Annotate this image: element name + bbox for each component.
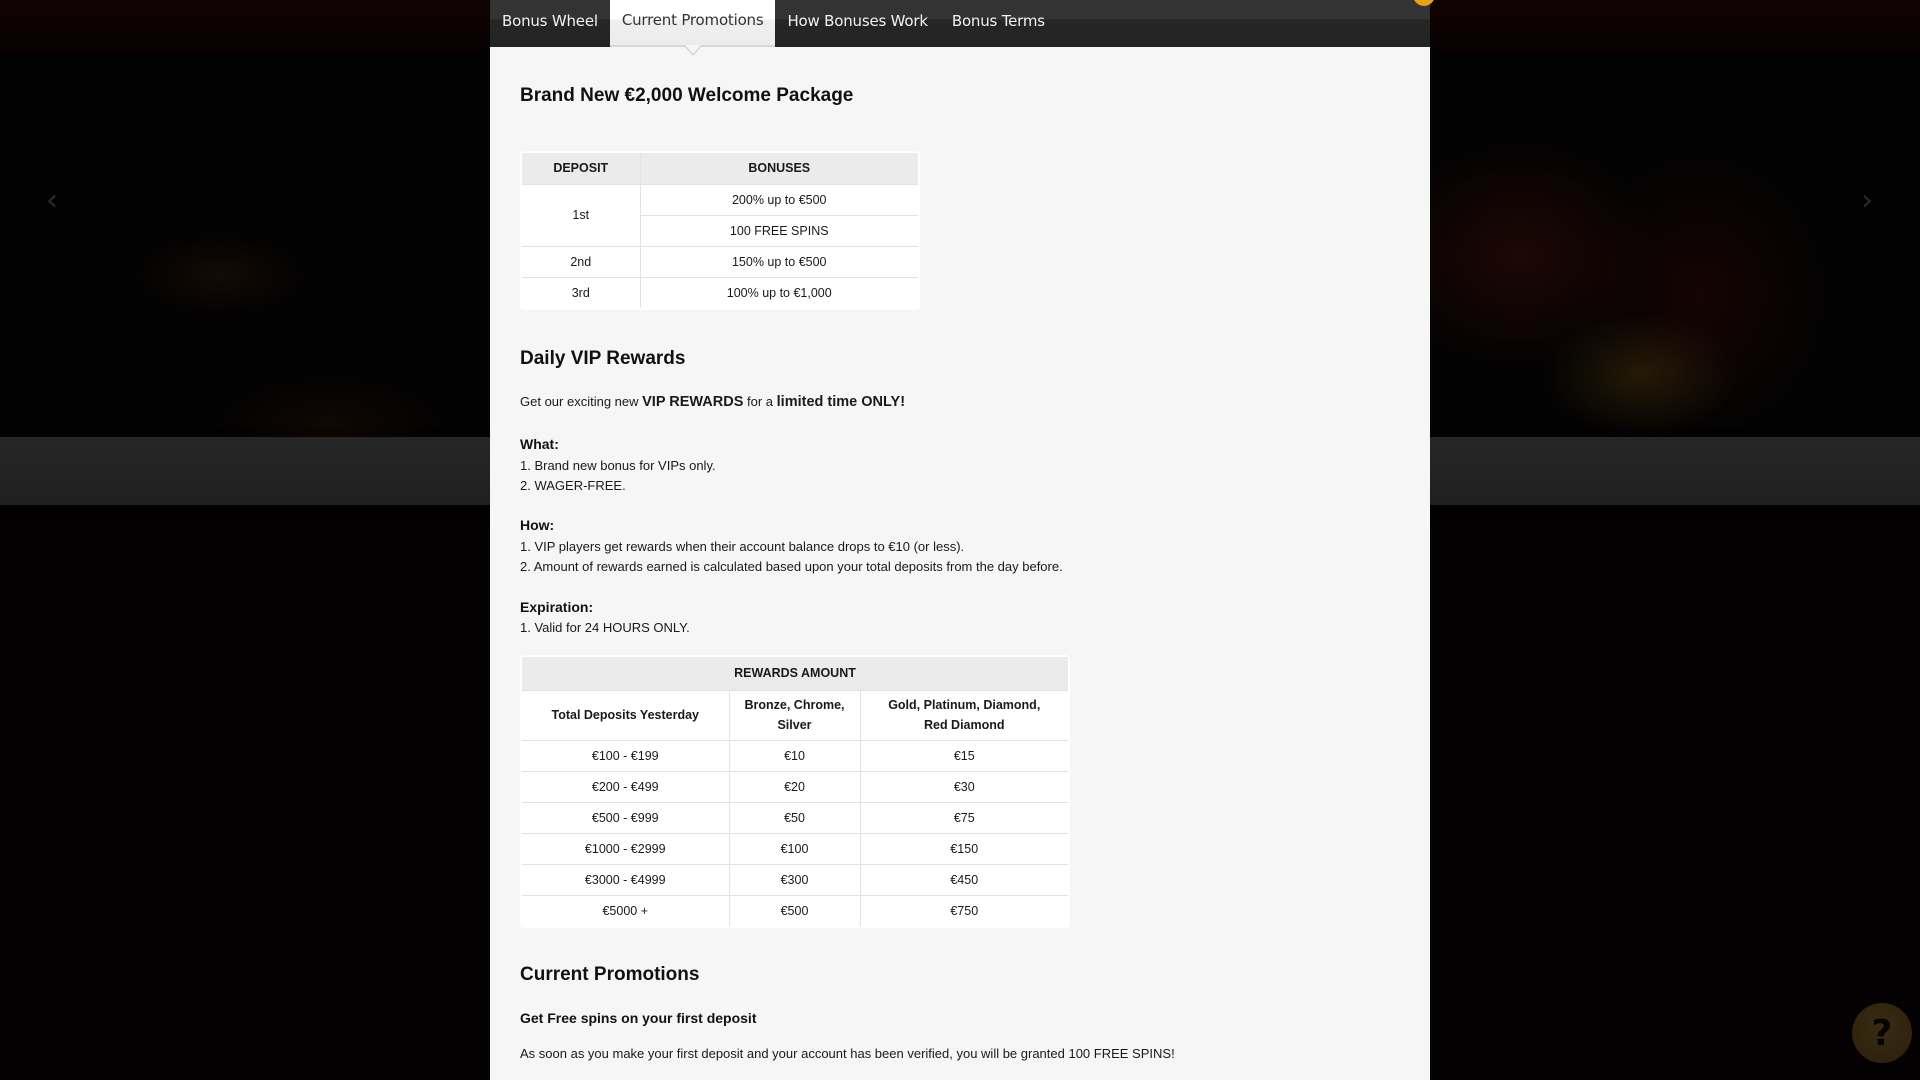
bronze-reward-cell: €500 — [729, 895, 860, 926]
intro-part: Get our exciting new — [520, 394, 643, 409]
gold-reward-cell: €450 — [860, 864, 1068, 895]
deposit-range-cell: €5000 + — [522, 895, 729, 926]
bronze-reward-cell: €300 — [729, 864, 860, 895]
deposit-cell: 3rd — [522, 277, 640, 308]
table-header-deposit: DEPOSIT — [522, 153, 640, 184]
free-spins-subtitle: Get Free spins on your first deposit — [520, 1010, 757, 1026]
slider-prev-icon[interactable]: ‹ — [46, 183, 58, 218]
header-line: Silver — [777, 718, 812, 732]
col-header-total-deposits: Total Deposits Yesterday — [522, 690, 729, 740]
vip-intro-text — [520, 392, 905, 412]
header-line: Bronze, Chrome, — [744, 698, 845, 712]
bronze-reward-cell: €20 — [729, 771, 860, 802]
vip-rewards-title: Daily VIP Rewards — [520, 348, 686, 369]
table-row — [522, 246, 918, 277]
tab-current-promotions[interactable]: Current Promotions — [610, 0, 776, 47]
table-row — [522, 771, 1068, 802]
intro-bold-limited: limited time ONLY! — [776, 394, 906, 410]
rewards-amount-header: REWARDS AMOUNT — [522, 657, 1068, 690]
expiration-item: 1. Valid for 24 HOURS ONLY. — [520, 620, 690, 635]
what-item: 2. WAGER-FREE. — [520, 478, 626, 493]
gold-reward-cell: €150 — [860, 833, 1068, 864]
table-row — [522, 895, 1068, 926]
deposit-range-cell: €3000 - €4999 — [522, 864, 729, 895]
expiration-label: Expiration: — [520, 599, 594, 615]
question-mark-icon: ? — [1871, 1012, 1893, 1054]
what-item: 1. Brand new bonus for VIPs only. — [520, 458, 716, 473]
promotions-panel — [490, 0, 1430, 1080]
deposit-cell: 1st — [522, 184, 640, 246]
deposit-range-cell: €500 - €999 — [522, 802, 729, 833]
bronze-reward-cell: €50 — [729, 802, 860, 833]
rewards-amount-table — [520, 655, 1070, 928]
gold-reward-cell: €75 — [860, 802, 1068, 833]
intro-part: for a — [743, 394, 777, 409]
slider-next-icon[interactable]: › — [1861, 183, 1873, 218]
help-button[interactable] — [1852, 1003, 1912, 1063]
tab-bar — [490, 0, 1430, 47]
current-promotions-title: Current Promotions — [520, 964, 700, 985]
how-label: How: — [520, 517, 555, 533]
bonus-cell: 100 FREE SPINS — [640, 215, 918, 246]
how-item: 2. Amount of rewards earned is calculated based upon your total deposits from the day before. — [520, 559, 1063, 574]
what-label: What: — [520, 436, 559, 452]
bronze-reward-cell: €100 — [729, 833, 860, 864]
gold-reward-cell: €30 — [860, 771, 1068, 802]
deposit-range-cell: €1000 - €2999 — [522, 833, 729, 864]
table-row — [522, 802, 1068, 833]
tab-bonus-wheel[interactable]: Bonus Wheel — [502, 11, 598, 30]
bronze-reward-cell: €10 — [729, 740, 860, 771]
table-row — [522, 277, 918, 308]
bonus-cell: 100% up to €1,000 — [726, 285, 832, 300]
deposit-cell: 2nd — [522, 246, 640, 277]
free-spins-text: As soon as you make your first deposit and your account has been verified, you will be granted 100 FREE SPINS! — [520, 1046, 1175, 1061]
deposit-range-cell: €200 - €499 — [522, 771, 729, 802]
welcome-package-table — [520, 151, 920, 310]
gold-reward-cell: €15 — [860, 740, 1068, 771]
header-line: Gold, Platinum, Diamond, — [888, 698, 1041, 712]
intro-bold-vip: VIP REWARDS — [642, 394, 744, 410]
col-header-bronze-tier — [729, 690, 860, 740]
table-row — [522, 184, 918, 215]
bonus-cell: 200% up to €500 — [640, 184, 918, 215]
welcome-package-title: Brand New €2,000 Welcome Package — [520, 85, 854, 106]
table-header-bonuses: BONUSES — [640, 153, 918, 184]
bonus-cell: 150% up to €500 — [640, 246, 918, 277]
deposit-range-cell: €100 - €199 — [522, 740, 729, 771]
tab-how-bonuses-work[interactable]: How Bonuses Work — [787, 11, 928, 30]
how-item: 1. VIP players get rewards when their account balance drops to €10 (or less). — [520, 539, 965, 554]
gold-reward-cell: €750 — [950, 903, 979, 918]
table-row — [522, 740, 1068, 771]
col-header-gold-tier — [860, 690, 1068, 740]
header-line: Red Diamond — [923, 718, 1005, 732]
tab-bonus-terms[interactable]: Bonus Terms — [951, 11, 1045, 30]
table-row — [522, 833, 1068, 864]
table-row — [522, 864, 1068, 895]
